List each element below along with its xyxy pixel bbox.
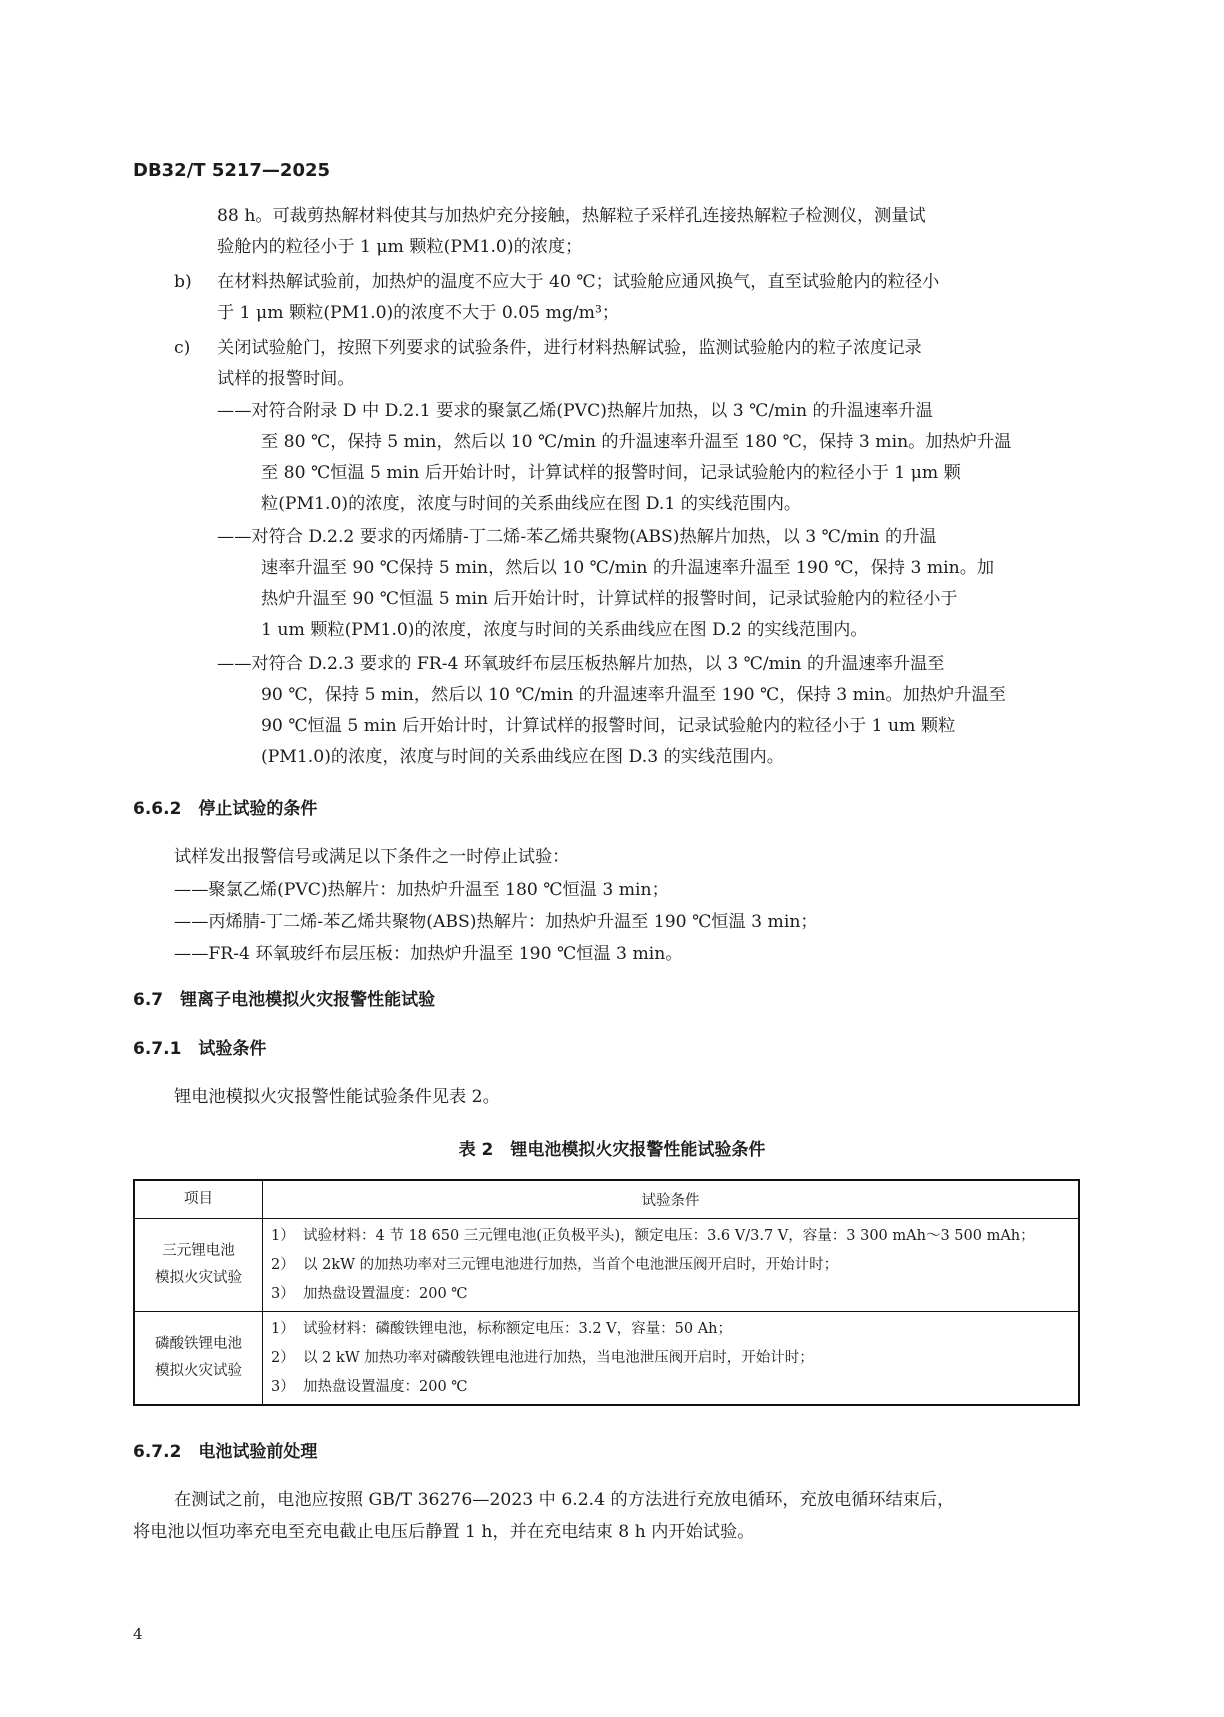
text-line: ——FR-4 环氧玻纤布层压板：加热炉升温至 190 ℃恒温 3 min。 <box>174 944 683 964</box>
text-line: 热炉升温至 90 ℃恒温 5 min 后开始计时，计算试样的报警时间，记录试验舱内的粒径小于 <box>261 589 958 609</box>
text-line: 在测试之前，电池应按照 GB/T 36276—2023 中 6.2.4 的方法进行充放电循环，充放电循环结束后， <box>174 1490 955 1510</box>
text-line: ——对符合 D.2.2 要求的丙烯腈-丁二烯-苯乙烯共聚物(ABS)热解片加热，以 3 ℃/min 的升温 <box>217 527 937 547</box>
row-label-line: 模拟火灾试验 <box>155 1270 242 1286</box>
section-heading-6-7-1: 6.7.1 试验条件 <box>133 1039 267 1059</box>
text-line: 90 ℃恒温 5 min 后开始计时，计算试样的报警时间，记录试验舱内的粒径小于 1 um 颗粒 <box>261 716 956 736</box>
condition-item: 2） 以 2kW 的加热功率对三元锂电池进行加热，当首个电池泄压阀开启时，开始计时； <box>271 1256 839 1273</box>
row-label <box>134 1219 263 1312</box>
text-line: ——对符合附录 D 中 D.2.1 要求的聚氯乙烯(PVC)热解片加热，以 3 ℃/min 的升温速率升温 <box>217 401 933 421</box>
page-number: 4 <box>133 1625 143 1643</box>
table-caption: 表 2 锂电池模拟火灾报警性能试验条件 <box>458 1140 766 1160</box>
table-row <box>134 1312 1079 1406</box>
row-conditions <box>263 1312 1080 1406</box>
condition-item: 2） 以 2 kW 加热功率对磷酸铁锂电池进行加热，当电池泄压阀开启时，开始计时； <box>271 1349 814 1366</box>
conditions-table <box>133 1179 1080 1406</box>
paragraph: 锂电池模拟火灾报警性能试验条件见表 2。 <box>174 1087 500 1107</box>
section-heading-6-6-2: 6.6.2 停止试验的条件 <box>133 799 318 819</box>
text-line: (PM1.0)的浓度，浓度与时间的关系曲线应在图 D.3 的实线范围内。 <box>261 747 784 767</box>
row-label-line: 磷酸铁锂电池 <box>155 1336 242 1352</box>
text-line: 至 80 ℃恒温 5 min 后开始计时，计算试样的报警时间，记录试验舱内的粒径小于 1 μm 颗 <box>261 463 961 483</box>
text-line: 于 1 μm 颗粒(PM1.0)的浓度不大于 0.05 mg/m³； <box>217 303 620 323</box>
condition-item: 1） 试验材料：磷酸铁锂电池，标称额定电压：3.2 V，容量：50 Ah； <box>271 1320 733 1337</box>
row-label-line: 模拟火灾试验 <box>155 1363 242 1379</box>
text-line: 速率升温至 90 ℃保持 5 min，然后以 10 ℃/min 的升温速率升温至 190 ℃，保持 3 min。加 <box>261 558 995 578</box>
table-header-row <box>134 1180 1079 1219</box>
text-line: 1 um 颗粒(PM1.0)的浓度，浓度与时间的关系曲线应在图 D.2 的实线范围内。 <box>261 620 868 640</box>
text-line: 试样发出报警信号或满足以下条件之一时停止试验： <box>174 847 570 867</box>
text-line: ——对符合 D.2.3 要求的 FR-4 环氧玻纤布层压板热解片加热，以 3 ℃/min 的升温速率升温至 <box>217 654 945 674</box>
section-heading-6-7-2: 6.7.2 电池试验前处理 <box>133 1442 318 1462</box>
text-line: 在材料热解试验前，加热炉的温度不应大于 40 ℃；试验舱应通风换气，直至试验舱内的粒径小 <box>217 272 940 292</box>
table-header-cell: 试验条件 <box>263 1180 1080 1219</box>
text-line: 88 h。可裁剪热解材料使其与加热炉充分接触，热解粒子采样孔连接热解粒子检测仪，测量试 <box>217 206 926 226</box>
list-marker: b) <box>174 272 192 292</box>
table-row <box>134 1219 1079 1312</box>
condition-item: 3） 加热盘设置温度：200 ℃ <box>271 1378 468 1395</box>
text-line: ——聚氯乙烯(PVC)热解片：加热炉升温至 180 ℃恒温 3 min； <box>174 880 669 900</box>
table-header-cell: 项目 <box>134 1180 263 1219</box>
text-line: 验舱内的粒径小于 1 μm 颗粒(PM1.0)的浓度； <box>217 237 583 257</box>
text-line: ——丙烯腈-丁二烯-苯乙烯共聚物(ABS)热解片：加热炉升温至 190 ℃恒温 3 min； <box>174 912 818 932</box>
condition-item: 1） 试验材料：4 节 18 650 三元锂电池(正负极平头)，额定电压：3.6 V/3.7 V，容量：3 300 mAh～3 500 mAh； <box>271 1227 1035 1244</box>
text-line: 试样的报警时间。 <box>217 369 355 389</box>
condition-item: 3） 加热盘设置温度：200 ℃ <box>271 1285 468 1302</box>
text-line: 将电池以恒功率充电至充电截止电压后静置 1 h，并在充电结束 8 h 内开始试验。 <box>133 1522 755 1542</box>
row-label-line: 三元锂电池 <box>162 1243 235 1259</box>
list-marker: c) <box>174 338 191 358</box>
section-heading-6-7: 6.7 锂离子电池模拟火灾报警性能试验 <box>133 990 436 1010</box>
text-line: 粒(PM1.0)的浓度，浓度与时间的关系曲线应在图 D.1 的实线范围内。 <box>261 494 802 514</box>
text-line: 90 ℃，保持 5 min，然后以 10 ℃/min 的升温速率升温至 190 ℃，保持 3 min。加热炉升温至 <box>261 685 1006 705</box>
document-code: DB32/T 5217—2025 <box>133 160 331 181</box>
text-line: 关闭试验舱门，按照下列要求的试验条件，进行材料热解试验，监测试验舱内的粒子浓度记录 <box>217 338 922 358</box>
text-line: 至 80 ℃，保持 5 min，然后以 10 ℃/min 的升温速率升温至 180 ℃，保持 3 min。加热炉升温 <box>261 432 1012 452</box>
row-conditions <box>263 1219 1080 1312</box>
row-label <box>134 1312 263 1406</box>
